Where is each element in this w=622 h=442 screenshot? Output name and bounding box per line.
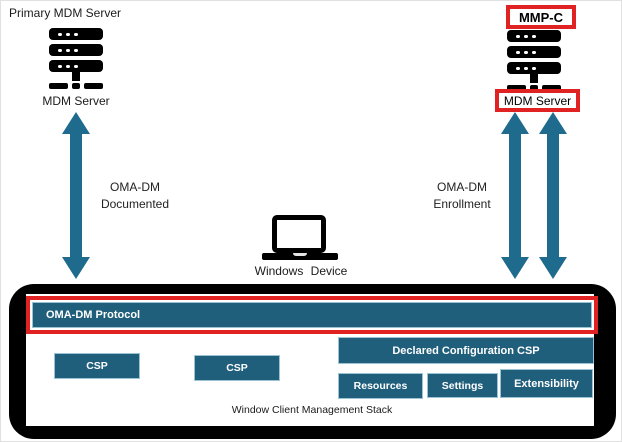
oma-dm-enrollment-label: OMA-DM Enrollment: [433, 180, 491, 211]
mdm-server-right-annotation-box: [495, 89, 580, 112]
mdm-server-left-label: MDM Server: [42, 94, 110, 108]
declared-configuration-csp-block: Declared Configuration CSP: [338, 337, 594, 364]
settings-block: Settings: [427, 373, 498, 398]
oma-dm-enrollment-arrow-left-icon: [501, 112, 529, 279]
laptop-icon: [272, 215, 326, 253]
mdm-server-right-label: MDM Server: [503, 93, 572, 108]
mmp-c-annotation-box: [506, 5, 576, 29]
oma-dm-protocol-annotation-box: [26, 296, 598, 334]
csp-left-block: CSP: [54, 353, 140, 379]
oma-dm-documented-label: OMA-DM Documented: [100, 180, 170, 211]
oma-dm-enrollment-arrow-right-icon: [539, 112, 567, 279]
oma-dm-documented-arrow-icon: [62, 112, 90, 279]
mmp-c-label: MMP-C: [518, 9, 564, 25]
resources-block: Resources: [338, 373, 423, 399]
oma-dm-protocol-bar: OMA-DM Protocol: [32, 302, 592, 328]
csp-right-block: CSP: [194, 355, 280, 381]
extensibility-block: Extensibility: [500, 369, 593, 398]
stack-caption: Window Client Management Stack: [231, 404, 393, 416]
mdm-server-icon-left: [49, 28, 103, 89]
windows-device-label: Windows Device: [254, 264, 348, 278]
laptop-base-icon: [262, 253, 338, 260]
mdm-server-icon-right: [507, 30, 561, 91]
primary-mdm-server-title: Primary MDM Server: [9, 6, 122, 20]
